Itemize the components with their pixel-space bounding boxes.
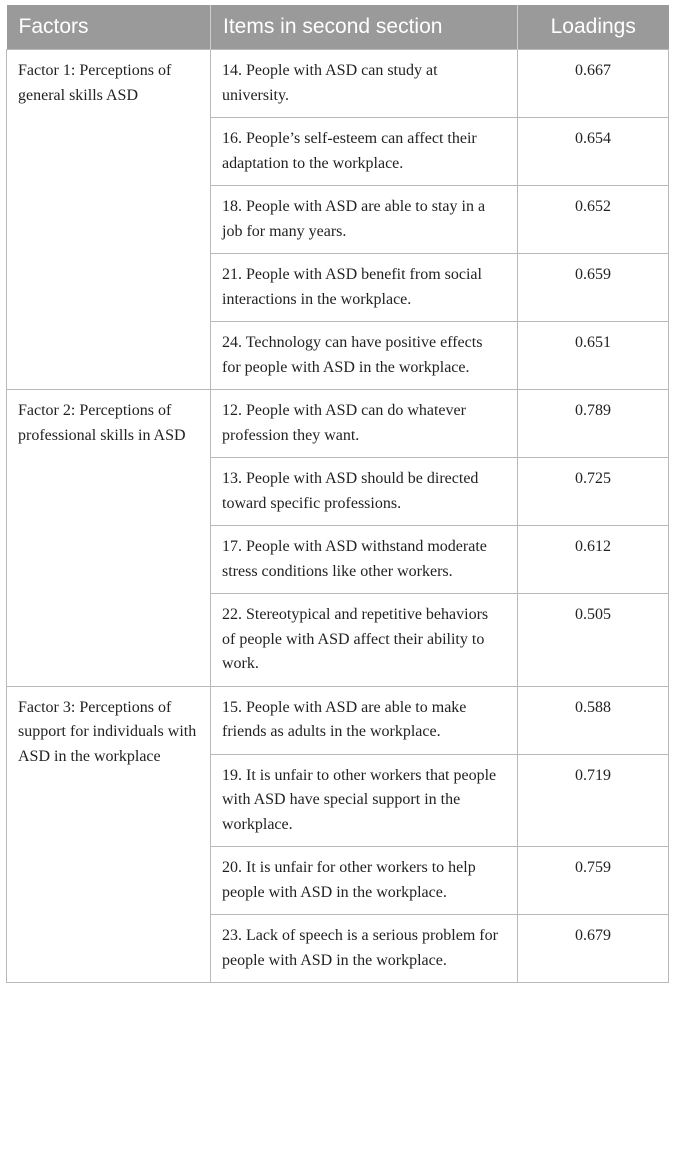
factor-1-label: Factor 1: Perceptions of general skills ASD [7,50,211,390]
item-cell: 24. Technology can have positive effects for people with ASD in the workplace. [211,322,518,390]
item-cell: 16. People’s self-esteem can affect their adaptation to the workplace. [211,118,518,186]
loading-cell: 0.652 [518,186,669,254]
loading-cell: 0.651 [518,322,669,390]
item-cell: 14. People with ASD can study at university. [211,50,518,118]
table-row [7,686,669,754]
item-cell: 13. People with ASD should be directed toward specific professions. [211,458,518,526]
header-loadings: Loadings [518,5,669,50]
table-row [7,390,669,458]
loading-cell: 0.789 [518,390,669,458]
item-cell: 18. People with ASD are able to stay in a job for many years. [211,186,518,254]
item-cell: 17. People with ASD withstand moderate stress conditions like other workers. [211,526,518,594]
item-cell: 23. Lack of speech is a serious problem for people with ASD in the workplace. [211,915,518,983]
loading-cell: 0.654 [518,118,669,186]
loading-cell: 0.588 [518,686,669,754]
loading-cell: 0.725 [518,458,669,526]
header-row [7,5,669,50]
header-items: Items in second section [211,5,518,50]
factor-2-label: Factor 2: Perceptions of professional skills in ASD [7,390,211,687]
header-factors: Factors [7,5,211,50]
item-cell: 20. It is unfair for other workers to help people with ASD in the workplace. [211,847,518,915]
table-row [7,50,669,118]
loading-cell: 0.719 [518,754,669,847]
loading-cell: 0.679 [518,915,669,983]
loading-cell: 0.659 [518,254,669,322]
item-cell: 22. Stereotypical and repetitive behaviors of people with ASD affect their ability to work. [211,594,518,687]
loading-cell: 0.667 [518,50,669,118]
item-cell: 15. People with ASD are able to make friends as adults in the workplace. [211,686,518,754]
factor-3-label: Factor 3: Perceptions of support for individuals with ASD in the workplace [7,686,211,983]
item-cell: 21. People with ASD benefit from social interactions in the workplace. [211,254,518,322]
item-cell: 19. It is unfair to other workers that people with ASD have special support in the workplace. [211,754,518,847]
loading-cell: 0.612 [518,526,669,594]
item-cell: 12. People with ASD can do whatever profession they want. [211,390,518,458]
loading-cell: 0.759 [518,847,669,915]
factor-loadings-table [6,5,669,983]
loading-cell: 0.505 [518,594,669,687]
table-header [7,5,669,50]
table-body [7,50,669,983]
